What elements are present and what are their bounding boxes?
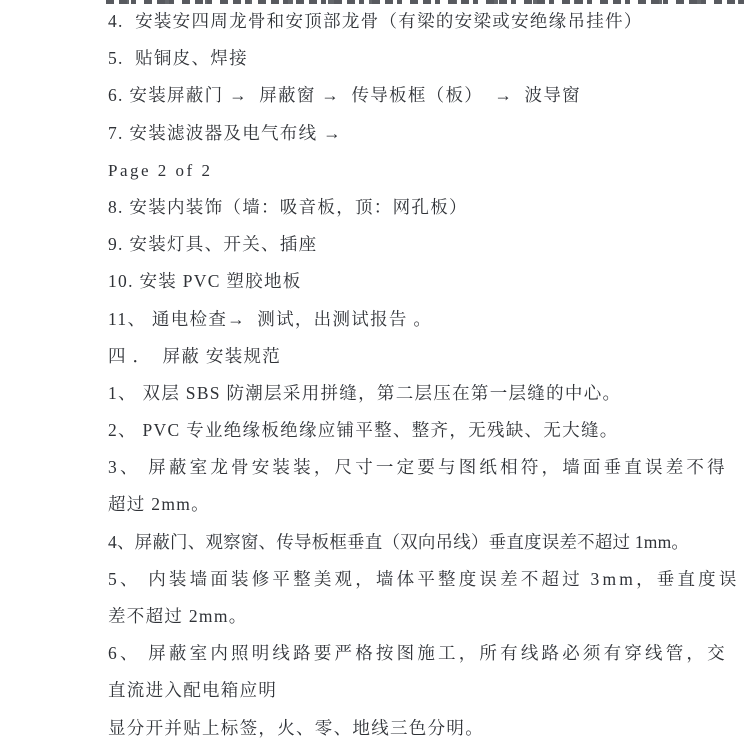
list-item-4: 4. 安装安四周龙骨和安顶部龙骨（有梁的安梁或安绝缘吊挂件） <box>108 11 643 31</box>
rule-item-4: 4、屏蔽门、观察窗、传导板框垂直（双向吊线）垂直度误差不超过 1mm。 <box>108 531 690 552</box>
list-item-7: 7. 安装滤波器及电气布线 → <box>108 122 342 143</box>
list-item-9: 9. 安装灯具、开关、插座 <box>108 234 318 255</box>
rule-item-1: 1、 双层 SBS 防潮层采用拼缝，第二层压在第一层缝的中心。 <box>108 382 622 403</box>
section-heading: 四 ． 屏蔽 安装规范 <box>108 345 282 366</box>
list-item-6: 6. 安装屏蔽门 → 屏蔽窗 → 传导板框（板） → 波导窗 <box>108 85 581 106</box>
rule-item-5: 5、 内装墙面装修平整美观，墙体平整度误差不超过 3mm，垂直度误 <box>108 568 740 589</box>
rule-item-5-continuation: 差不超过 2mm。 <box>108 606 248 626</box>
page-indicator: Page 2 of 2 <box>108 160 213 180</box>
rule-item-2: 2、 PVC 专业绝缘板绝缘应铺平整、整齐，无残缺、无大缝。 <box>108 420 619 441</box>
list-item-5: 5. 贴铜皮、焊接 <box>108 48 248 69</box>
list-item-11: 11、 通电检查→ 测试，出测试报告 。 <box>108 308 433 329</box>
rule-item-3: 3、 屏蔽室龙骨安装装，尺寸一定要与图纸相符，墙面垂直误差不得 <box>108 457 728 478</box>
rule-item-6-continuation-2: 显分开并贴上标签，火、零、地线三色分明。 <box>108 717 484 738</box>
list-item-8: 8. 安装内装饰（墙：吸音板，顶：网孔板） <box>108 196 468 217</box>
rule-item-6-continuation-1: 直流进入配电箱应明 <box>108 680 278 701</box>
list-item-10: 10. 安装 PVC 塑胶地板 <box>108 271 302 292</box>
rule-item-3-continuation: 超过 2mm。 <box>108 494 210 515</box>
rule-item-6: 6、 屏蔽室内照明线路要严格按图施工，所有线路必须有穿线管，交 <box>108 643 728 664</box>
document-body <box>108 3 740 747</box>
